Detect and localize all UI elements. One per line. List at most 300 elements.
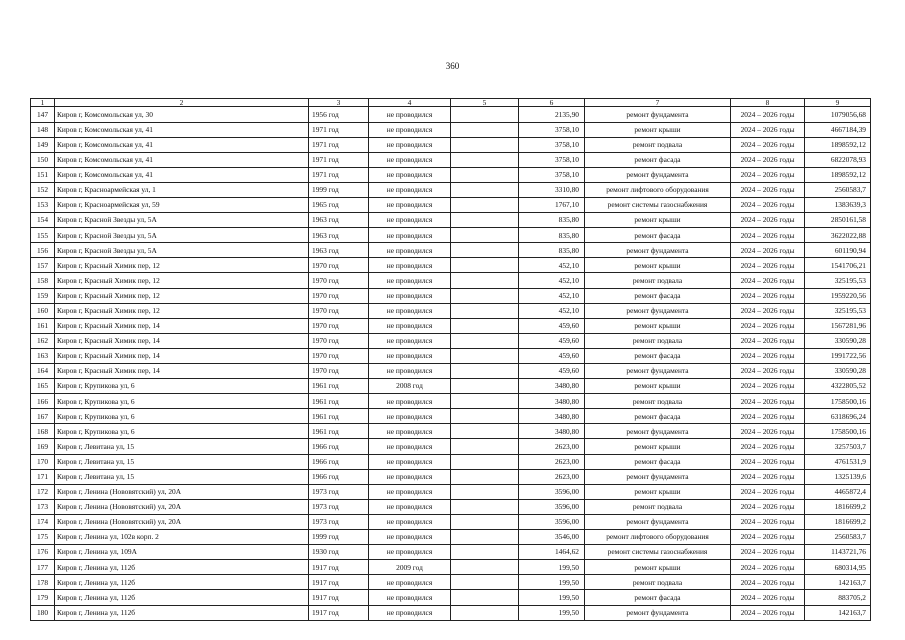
blank-cell: [451, 228, 519, 243]
column-header: 8: [731, 99, 805, 107]
cost-cell: 142163,7: [805, 605, 871, 620]
work-type-cell: ремонт подвала: [585, 575, 731, 590]
last-repair-cell: не проводился: [369, 394, 451, 409]
address-cell: Киров г, Ленина ул, 112б: [55, 560, 309, 575]
area-cell: 2135,90: [519, 107, 585, 122]
table-row: [31, 379, 871, 394]
address-cell: Киров г, Красной Звезды ул, 5А: [55, 213, 309, 228]
table-row: [31, 364, 871, 379]
address-cell: Киров г, Комсомольская ул, 41: [55, 167, 309, 182]
work-type-cell: ремонт фундамента: [585, 107, 731, 122]
address-cell: Киров г, Ленина ул, 112б: [55, 590, 309, 605]
page-number: 360: [445, 61, 460, 71]
table-row: [31, 469, 871, 484]
last-repair-cell: не проводился: [369, 288, 451, 303]
area-cell: 3310,80: [519, 182, 585, 197]
work-type-cell: ремонт фасада: [585, 409, 731, 424]
table-row: [31, 318, 871, 333]
area-cell: 835,80: [519, 213, 585, 228]
blank-cell: [451, 394, 519, 409]
build-year-cell: 1999 год: [309, 182, 369, 197]
period-cell: 2024 – 2026 годы: [731, 484, 805, 499]
build-year-cell: 1970 год: [309, 273, 369, 288]
blank-cell: [451, 379, 519, 394]
cost-cell: 4465872,4: [805, 484, 871, 499]
last-repair-cell: не проводился: [369, 167, 451, 182]
table-row: [31, 530, 871, 545]
cost-cell: 2560583,7: [805, 530, 871, 545]
table-row: [31, 137, 871, 152]
row-number-cell: 161: [31, 318, 55, 333]
build-year-cell: 1970 год: [309, 333, 369, 348]
row-number-cell: 178: [31, 575, 55, 590]
period-cell: 2024 – 2026 годы: [731, 273, 805, 288]
work-type-cell: ремонт подвала: [585, 137, 731, 152]
build-year-cell: 1963 год: [309, 213, 369, 228]
last-repair-cell: не проводился: [369, 303, 451, 318]
build-year-cell: 1973 год: [309, 499, 369, 514]
address-cell: Киров г, Комсомольская ул, 41: [55, 122, 309, 137]
last-repair-cell: не проводился: [369, 514, 451, 529]
period-cell: 2024 – 2026 годы: [731, 394, 805, 409]
header-row: [31, 99, 871, 107]
period-cell: 2024 – 2026 годы: [731, 439, 805, 454]
table-row: [31, 197, 871, 212]
table-row: [31, 213, 871, 228]
cost-cell: 4761531,9: [805, 454, 871, 469]
row-number-cell: 180: [31, 605, 55, 620]
blank-cell: [451, 514, 519, 529]
blank-cell: [451, 182, 519, 197]
area-cell: 459,60: [519, 318, 585, 333]
row-number-cell: 171: [31, 469, 55, 484]
column-header: 4: [369, 99, 451, 107]
last-repair-cell: 2009 год: [369, 560, 451, 575]
table-row: [31, 348, 871, 363]
cost-cell: 325195,53: [805, 303, 871, 318]
cost-cell: 680314,95: [805, 560, 871, 575]
build-year-cell: 1970 год: [309, 303, 369, 318]
build-year-cell: 1961 год: [309, 379, 369, 394]
column-header: 5: [451, 99, 519, 107]
cost-cell: 4667184,39: [805, 122, 871, 137]
table-row: [31, 288, 871, 303]
area-cell: 1464,62: [519, 545, 585, 560]
area-cell: 3480,80: [519, 409, 585, 424]
last-repair-cell: не проводился: [369, 469, 451, 484]
table-row: [31, 107, 871, 122]
last-repair-cell: не проводился: [369, 439, 451, 454]
build-year-cell: 1956 год: [309, 107, 369, 122]
work-type-cell: ремонт крыши: [585, 484, 731, 499]
last-repair-cell: не проводился: [369, 197, 451, 212]
period-cell: 2024 – 2026 годы: [731, 575, 805, 590]
work-type-cell: ремонт лифтового оборудования: [585, 530, 731, 545]
table-row: [31, 167, 871, 182]
area-cell: 3480,80: [519, 424, 585, 439]
period-cell: 2024 – 2026 годы: [731, 228, 805, 243]
blank-cell: [451, 545, 519, 560]
period-cell: 2024 – 2026 годы: [731, 454, 805, 469]
row-number-cell: 174: [31, 514, 55, 529]
build-year-cell: 1917 год: [309, 575, 369, 590]
table-row: [31, 333, 871, 348]
row-number-cell: 167: [31, 409, 55, 424]
last-repair-cell: не проводился: [369, 545, 451, 560]
area-cell: 199,50: [519, 605, 585, 620]
period-cell: 2024 – 2026 годы: [731, 530, 805, 545]
blank-cell: [451, 590, 519, 605]
blank-cell: [451, 243, 519, 258]
row-number-cell: 170: [31, 454, 55, 469]
row-number-cell: 163: [31, 348, 55, 363]
build-year-cell: 1971 год: [309, 137, 369, 152]
last-repair-cell: не проводился: [369, 137, 451, 152]
row-number-cell: 172: [31, 484, 55, 499]
row-number-cell: 157: [31, 258, 55, 273]
housing-repair-table: [30, 98, 871, 621]
row-number-cell: 158: [31, 273, 55, 288]
area-cell: 452,10: [519, 303, 585, 318]
area-cell: 199,50: [519, 590, 585, 605]
work-type-cell: ремонт системы газоснабжения: [585, 545, 731, 560]
area-cell: 452,10: [519, 288, 585, 303]
area-cell: 452,10: [519, 273, 585, 288]
area-cell: 199,50: [519, 560, 585, 575]
build-year-cell: 1966 год: [309, 439, 369, 454]
area-cell: 3546,00: [519, 530, 585, 545]
last-repair-cell: не проводился: [369, 152, 451, 167]
work-type-cell: ремонт фундамента: [585, 469, 731, 484]
blank-cell: [451, 530, 519, 545]
row-number-cell: 179: [31, 590, 55, 605]
cost-cell: 1325139,6: [805, 469, 871, 484]
period-cell: 2024 – 2026 годы: [731, 514, 805, 529]
work-type-cell: ремонт фундамента: [585, 605, 731, 620]
address-cell: Киров г, Ленина ул, 112б: [55, 605, 309, 620]
cost-cell: 883705,2: [805, 590, 871, 605]
period-cell: 2024 – 2026 годы: [731, 303, 805, 318]
table-row: [31, 424, 871, 439]
area-cell: 452,10: [519, 258, 585, 273]
build-year-cell: 1971 год: [309, 167, 369, 182]
area-cell: 835,80: [519, 243, 585, 258]
cost-cell: 330590,28: [805, 333, 871, 348]
blank-cell: [451, 167, 519, 182]
row-number-cell: 169: [31, 439, 55, 454]
area-cell: 835,80: [519, 228, 585, 243]
area-cell: 199,50: [519, 575, 585, 590]
address-cell: Киров г, Красной Звезды ул, 5А: [55, 243, 309, 258]
work-type-cell: ремонт фундамента: [585, 167, 731, 182]
last-repair-cell: 2008 год: [369, 379, 451, 394]
cost-cell: 330590,28: [805, 364, 871, 379]
row-number-cell: 152: [31, 182, 55, 197]
table-row: [31, 303, 871, 318]
work-type-cell: ремонт фасада: [585, 288, 731, 303]
work-type-cell: ремонт фасада: [585, 590, 731, 605]
build-year-cell: 1963 год: [309, 228, 369, 243]
work-type-cell: ремонт системы газоснабжения: [585, 197, 731, 212]
work-type-cell: ремонт крыши: [585, 439, 731, 454]
blank-cell: [451, 258, 519, 273]
row-number-cell: 165: [31, 379, 55, 394]
blank-cell: [451, 560, 519, 575]
last-repair-cell: не проводился: [369, 499, 451, 514]
address-cell: Киров г, Левитана ул, 15: [55, 469, 309, 484]
build-year-cell: 1965 год: [309, 197, 369, 212]
build-year-cell: 1963 год: [309, 243, 369, 258]
cost-cell: 601190,94: [805, 243, 871, 258]
table-row: [31, 545, 871, 560]
last-repair-cell: не проводился: [369, 122, 451, 137]
cost-cell: 6822078,93: [805, 152, 871, 167]
address-cell: Киров г, Красной Звезды ул, 5А: [55, 228, 309, 243]
column-header: 1: [31, 99, 55, 107]
build-year-cell: 1973 год: [309, 484, 369, 499]
area-cell: 3758,10: [519, 152, 585, 167]
row-number-cell: 160: [31, 303, 55, 318]
area-cell: 3596,00: [519, 499, 585, 514]
table-row: [31, 484, 871, 499]
address-cell: Киров г, Комсомольская ул, 41: [55, 152, 309, 167]
blank-cell: [451, 348, 519, 363]
last-repair-cell: не проводился: [369, 605, 451, 620]
address-cell: Киров г, Красноармейская ул, 1: [55, 182, 309, 197]
area-cell: 3596,00: [519, 484, 585, 499]
cost-cell: 1079056,68: [805, 107, 871, 122]
cost-cell: 3622022,88: [805, 228, 871, 243]
row-number-cell: 166: [31, 394, 55, 409]
build-year-cell: 1973 год: [309, 514, 369, 529]
row-number-cell: 147: [31, 107, 55, 122]
address-cell: Киров г, Красный Химик пер, 14: [55, 333, 309, 348]
last-repair-cell: не проводился: [369, 590, 451, 605]
work-type-cell: ремонт фасада: [585, 348, 731, 363]
work-type-cell: ремонт подвала: [585, 394, 731, 409]
address-cell: Киров г, Комсомольская ул, 41: [55, 137, 309, 152]
column-header: 9: [805, 99, 871, 107]
last-repair-cell: не проводился: [369, 424, 451, 439]
cost-cell: 1898592,12: [805, 167, 871, 182]
work-type-cell: ремонт фундамента: [585, 243, 731, 258]
blank-cell: [451, 499, 519, 514]
last-repair-cell: не проводился: [369, 107, 451, 122]
build-year-cell: 1917 год: [309, 605, 369, 620]
row-number-cell: 173: [31, 499, 55, 514]
cost-cell: 6318696,24: [805, 409, 871, 424]
period-cell: 2024 – 2026 годы: [731, 137, 805, 152]
row-number-cell: 168: [31, 424, 55, 439]
blank-cell: [451, 152, 519, 167]
blank-cell: [451, 107, 519, 122]
table-row: [31, 590, 871, 605]
blank-cell: [451, 469, 519, 484]
period-cell: 2024 – 2026 годы: [731, 499, 805, 514]
row-number-cell: 155: [31, 228, 55, 243]
last-repair-cell: не проводился: [369, 182, 451, 197]
build-year-cell: 1970 год: [309, 258, 369, 273]
last-repair-cell: не проводился: [369, 318, 451, 333]
table-row: [31, 122, 871, 137]
period-cell: 2024 – 2026 годы: [731, 348, 805, 363]
area-cell: 3480,80: [519, 394, 585, 409]
cost-cell: 1383639,3: [805, 197, 871, 212]
table-row: [31, 439, 871, 454]
address-cell: Киров г, Красный Химик пер, 12: [55, 303, 309, 318]
build-year-cell: 1961 год: [309, 409, 369, 424]
last-repair-cell: не проводился: [369, 243, 451, 258]
period-cell: 2024 – 2026 годы: [731, 590, 805, 605]
work-type-cell: ремонт крыши: [585, 213, 731, 228]
address-cell: Киров г, Красноармейская ул, 59: [55, 197, 309, 212]
build-year-cell: 1966 год: [309, 469, 369, 484]
period-cell: 2024 – 2026 годы: [731, 107, 805, 122]
work-type-cell: ремонт фундамента: [585, 303, 731, 318]
last-repair-cell: не проводился: [369, 575, 451, 590]
area-cell: 2623,00: [519, 439, 585, 454]
table-row: [31, 152, 871, 167]
blank-cell: [451, 409, 519, 424]
build-year-cell: 1970 год: [309, 288, 369, 303]
last-repair-cell: не проводился: [369, 409, 451, 424]
table-body: [31, 107, 871, 620]
work-type-cell: ремонт фасада: [585, 152, 731, 167]
work-type-cell: ремонт лифтового оборудования: [585, 182, 731, 197]
address-cell: Киров г, Крупикова ул, 6: [55, 394, 309, 409]
row-number-cell: 153: [31, 197, 55, 212]
address-cell: Киров г, Комсомольская ул, 30: [55, 107, 309, 122]
blank-cell: [451, 333, 519, 348]
build-year-cell: 1971 год: [309, 122, 369, 137]
cost-cell: 1758500,16: [805, 424, 871, 439]
last-repair-cell: не проводился: [369, 273, 451, 288]
area-cell: 2623,00: [519, 469, 585, 484]
period-cell: 2024 – 2026 годы: [731, 152, 805, 167]
table-row: [31, 560, 871, 575]
table-row: [31, 273, 871, 288]
build-year-cell: 1930 год: [309, 545, 369, 560]
work-type-cell: ремонт фасада: [585, 228, 731, 243]
work-type-cell: ремонт крыши: [585, 318, 731, 333]
period-cell: 2024 – 2026 годы: [731, 605, 805, 620]
period-cell: 2024 – 2026 годы: [731, 213, 805, 228]
cost-cell: 1991722,56: [805, 348, 871, 363]
blank-cell: [451, 288, 519, 303]
cost-cell: 1567281,96: [805, 318, 871, 333]
build-year-cell: 1971 год: [309, 152, 369, 167]
work-type-cell: ремонт подвала: [585, 499, 731, 514]
address-cell: Киров г, Крупикова ул, 6: [55, 424, 309, 439]
address-cell: Киров г, Ленина (Нововятский) ул, 20А: [55, 499, 309, 514]
work-type-cell: ремонт крыши: [585, 122, 731, 137]
cost-cell: 1898592,12: [805, 137, 871, 152]
cost-cell: 1816699,2: [805, 499, 871, 514]
blank-cell: [451, 605, 519, 620]
build-year-cell: 1970 год: [309, 364, 369, 379]
address-cell: Киров г, Крупикова ул, 6: [55, 409, 309, 424]
period-cell: 2024 – 2026 годы: [731, 167, 805, 182]
period-cell: 2024 – 2026 годы: [731, 182, 805, 197]
row-number-cell: 148: [31, 122, 55, 137]
address-cell: Киров г, Ленина ул, 109А: [55, 545, 309, 560]
table-row: [31, 228, 871, 243]
area-cell: 459,60: [519, 348, 585, 363]
work-type-cell: ремонт крыши: [585, 258, 731, 273]
row-number-cell: 156: [31, 243, 55, 258]
blank-cell: [451, 424, 519, 439]
address-cell: Киров г, Красный Химик пер, 14: [55, 348, 309, 363]
area-cell: 3758,10: [519, 137, 585, 152]
blank-cell: [451, 454, 519, 469]
blank-cell: [451, 273, 519, 288]
area-cell: 3596,00: [519, 514, 585, 529]
blank-cell: [451, 484, 519, 499]
last-repair-cell: не проводился: [369, 454, 451, 469]
address-cell: Киров г, Красный Химик пер, 12: [55, 258, 309, 273]
period-cell: 2024 – 2026 годы: [731, 364, 805, 379]
cost-cell: 3257503,7: [805, 439, 871, 454]
row-number-cell: 162: [31, 333, 55, 348]
period-cell: 2024 – 2026 годы: [731, 409, 805, 424]
cost-cell: 142163,7: [805, 575, 871, 590]
address-cell: Киров г, Ленина (Нововятский) ул, 20А: [55, 484, 309, 499]
build-year-cell: 1961 год: [309, 424, 369, 439]
build-year-cell: 1917 год: [309, 590, 369, 605]
period-cell: 2024 – 2026 годы: [731, 243, 805, 258]
work-type-cell: ремонт фундамента: [585, 424, 731, 439]
column-header: 7: [585, 99, 731, 107]
period-cell: 2024 – 2026 годы: [731, 258, 805, 273]
work-type-cell: ремонт фундамента: [585, 514, 731, 529]
column-header: 3: [309, 99, 369, 107]
blank-cell: [451, 364, 519, 379]
cost-cell: 4322805,52: [805, 379, 871, 394]
work-type-cell: ремонт фундамента: [585, 364, 731, 379]
blank-cell: [451, 213, 519, 228]
address-cell: Киров г, Левитана ул, 15: [55, 454, 309, 469]
row-number-cell: 154: [31, 213, 55, 228]
period-cell: 2024 – 2026 годы: [731, 197, 805, 212]
period-cell: 2024 – 2026 годы: [731, 122, 805, 137]
period-cell: 2024 – 2026 годы: [731, 288, 805, 303]
build-year-cell: 1970 год: [309, 348, 369, 363]
last-repair-cell: не проводился: [369, 364, 451, 379]
table-row: [31, 454, 871, 469]
period-cell: 2024 – 2026 годы: [731, 379, 805, 394]
area-cell: 3758,10: [519, 122, 585, 137]
area-cell: 459,60: [519, 333, 585, 348]
build-year-cell: 1970 год: [309, 318, 369, 333]
last-repair-cell: не проводился: [369, 258, 451, 273]
row-number-cell: 149: [31, 137, 55, 152]
cost-cell: 2850161,58: [805, 213, 871, 228]
blank-cell: [451, 303, 519, 318]
address-cell: Киров г, Красный Химик пер, 12: [55, 288, 309, 303]
cost-cell: 1758500,16: [805, 394, 871, 409]
column-header: 2: [55, 99, 309, 107]
table-row: [31, 258, 871, 273]
cost-cell: 1143721,76: [805, 545, 871, 560]
address-cell: Киров г, Ленина (Нововятский) ул, 20А: [55, 514, 309, 529]
blank-cell: [451, 122, 519, 137]
row-number-cell: 175: [31, 530, 55, 545]
row-number-cell: 151: [31, 167, 55, 182]
work-type-cell: ремонт фасада: [585, 454, 731, 469]
cost-cell: 1816699,2: [805, 514, 871, 529]
blank-cell: [451, 575, 519, 590]
table-row: [31, 394, 871, 409]
